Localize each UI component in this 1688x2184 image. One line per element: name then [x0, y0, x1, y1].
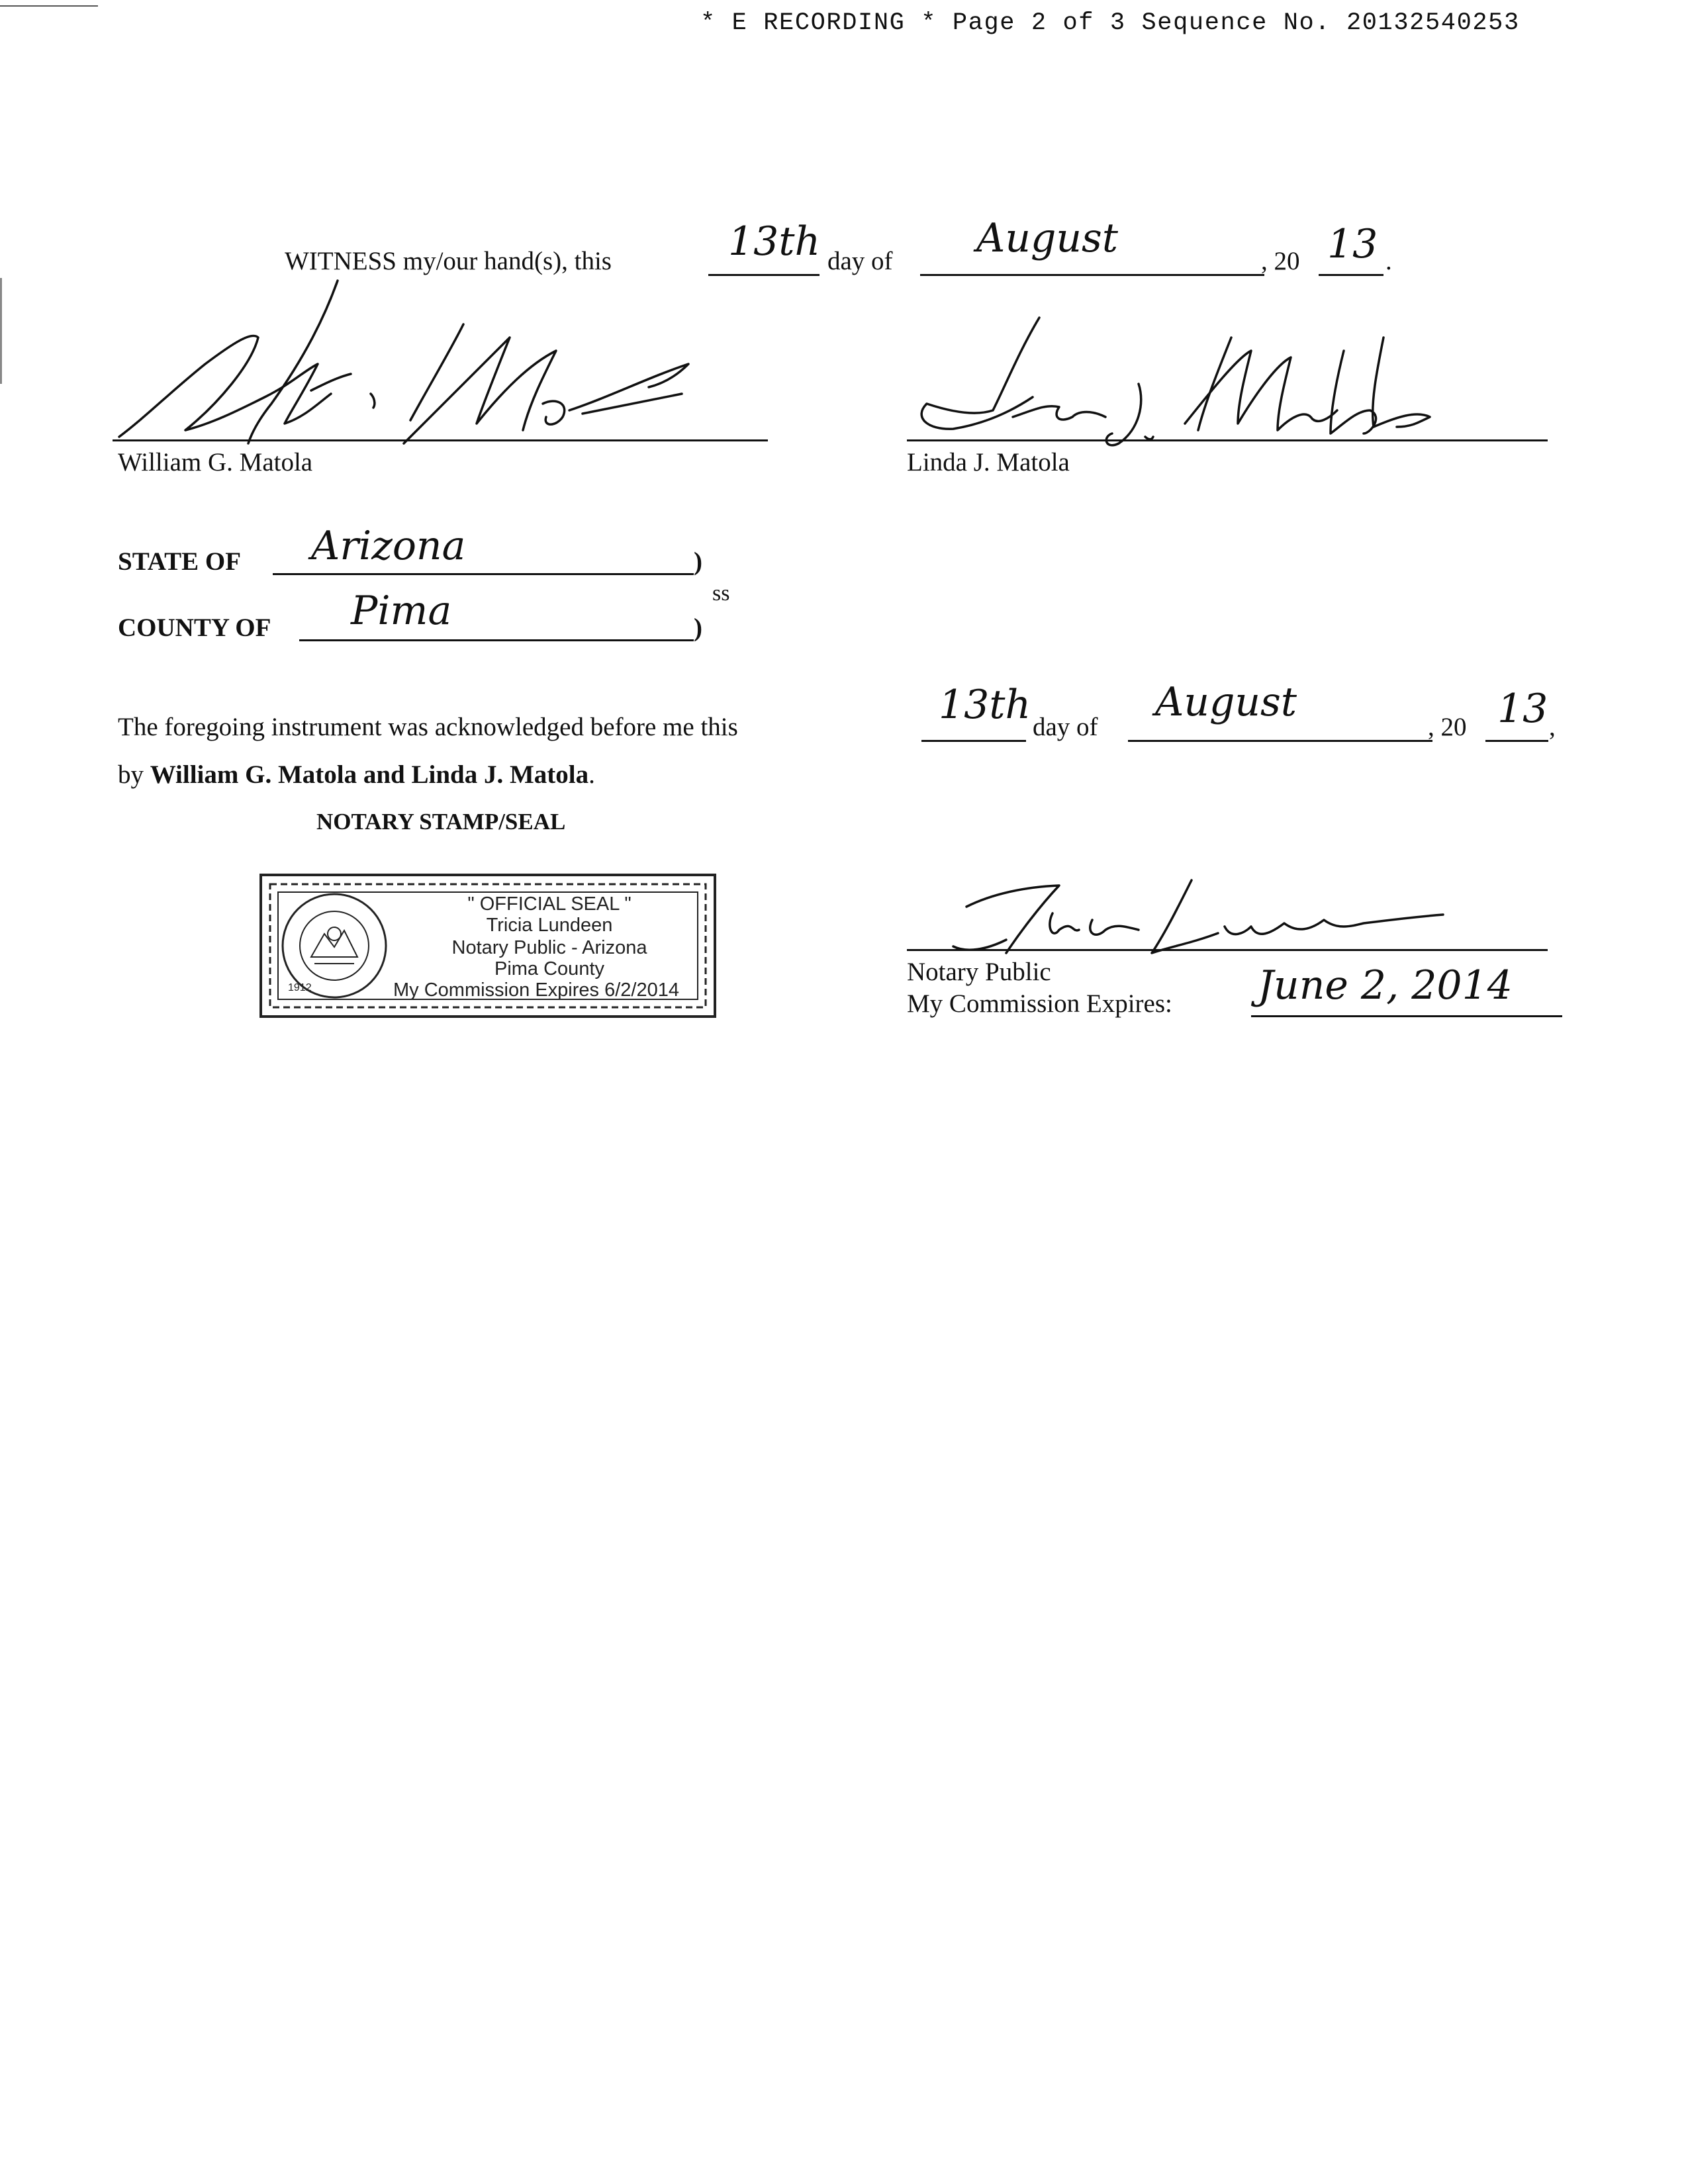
commission-label: My Commission Expires: — [907, 989, 1172, 1018]
linda-signature — [907, 311, 1463, 457]
seal-name: Tricia Lundeen — [486, 915, 613, 936]
seal-role: Notary Public - Arizona — [451, 937, 647, 958]
william-name: William G. Matola — [118, 448, 313, 477]
ack-year-prefix: , 20 — [1428, 713, 1467, 741]
linda-name: Linda J. Matola — [907, 448, 1070, 477]
notary-signature — [940, 867, 1496, 960]
ack-by-prefix: by — [118, 760, 144, 789]
notary-seal-stamp — [258, 871, 719, 1022]
ack-month-handwritten: August — [1155, 679, 1297, 725]
ack-by-names: William G. Matola and Linda J. Matola — [150, 760, 589, 789]
notary-stamp-label: NOTARY STAMP/SEAL — [316, 809, 566, 835]
state-paren: ) — [694, 547, 702, 576]
state-handwritten: Arizona — [311, 523, 466, 569]
notary-signature-line — [907, 949, 1548, 951]
ss-label: ss — [712, 581, 730, 606]
witness-day-handwritten: 13th — [728, 218, 821, 265]
commission-line — [1251, 1015, 1562, 1017]
ack-by-line — [118, 760, 595, 790]
william-signature-line — [113, 439, 768, 441]
recording-header: * E RECORDING * Page 2 of 3 Sequence No. 20132540253 — [700, 9, 1520, 37]
county-paren: ) — [694, 614, 702, 642]
witness-month-handwritten: August — [976, 215, 1118, 261]
seal-county: Pima County — [494, 958, 604, 979]
witness-year-line — [1319, 274, 1383, 276]
witness-year-handwritten: 13 — [1327, 221, 1378, 267]
ack-day-of: day of — [1033, 713, 1098, 741]
seal-year: 1912 — [288, 982, 312, 993]
state-line — [273, 573, 694, 575]
ack-by-suffix: . — [588, 760, 595, 789]
witness-day-line — [708, 274, 820, 276]
ack-year-line — [1485, 740, 1548, 742]
ack-year-handwritten: 13 — [1497, 686, 1548, 732]
notary-title: Notary Public — [907, 958, 1051, 986]
left-margin-mark — [0, 278, 2, 384]
witness-prefix: WITNESS my/our hand(s), this — [285, 247, 612, 275]
corner-rule — [0, 5, 98, 7]
ack-prefix: The foregoing instrument was acknowledged before me this — [118, 713, 738, 741]
ack-day-handwritten: 13th — [939, 682, 1031, 728]
county-line — [299, 639, 694, 641]
ack-comma: , — [1549, 713, 1556, 741]
seal-expiry: My Commission Expires 6/2/2014 — [393, 979, 679, 1001]
witness-month-line — [920, 274, 1264, 276]
county-label: COUNTY OF — [118, 614, 271, 642]
witness-day-of: day of — [827, 247, 893, 275]
william-signature — [106, 278, 768, 450]
commission-handwritten: June 2, 2014 — [1258, 962, 1513, 1009]
seal-title: " OFFICIAL SEAL " — [467, 893, 632, 915]
ack-day-line — [921, 740, 1026, 742]
state-label: STATE OF — [118, 547, 242, 576]
witness-period: . — [1385, 247, 1392, 275]
ack-month-line — [1128, 740, 1432, 742]
county-handwritten: Pima — [351, 588, 452, 634]
linda-signature-line — [907, 439, 1548, 441]
witness-year-prefix: , 20 — [1261, 247, 1300, 275]
